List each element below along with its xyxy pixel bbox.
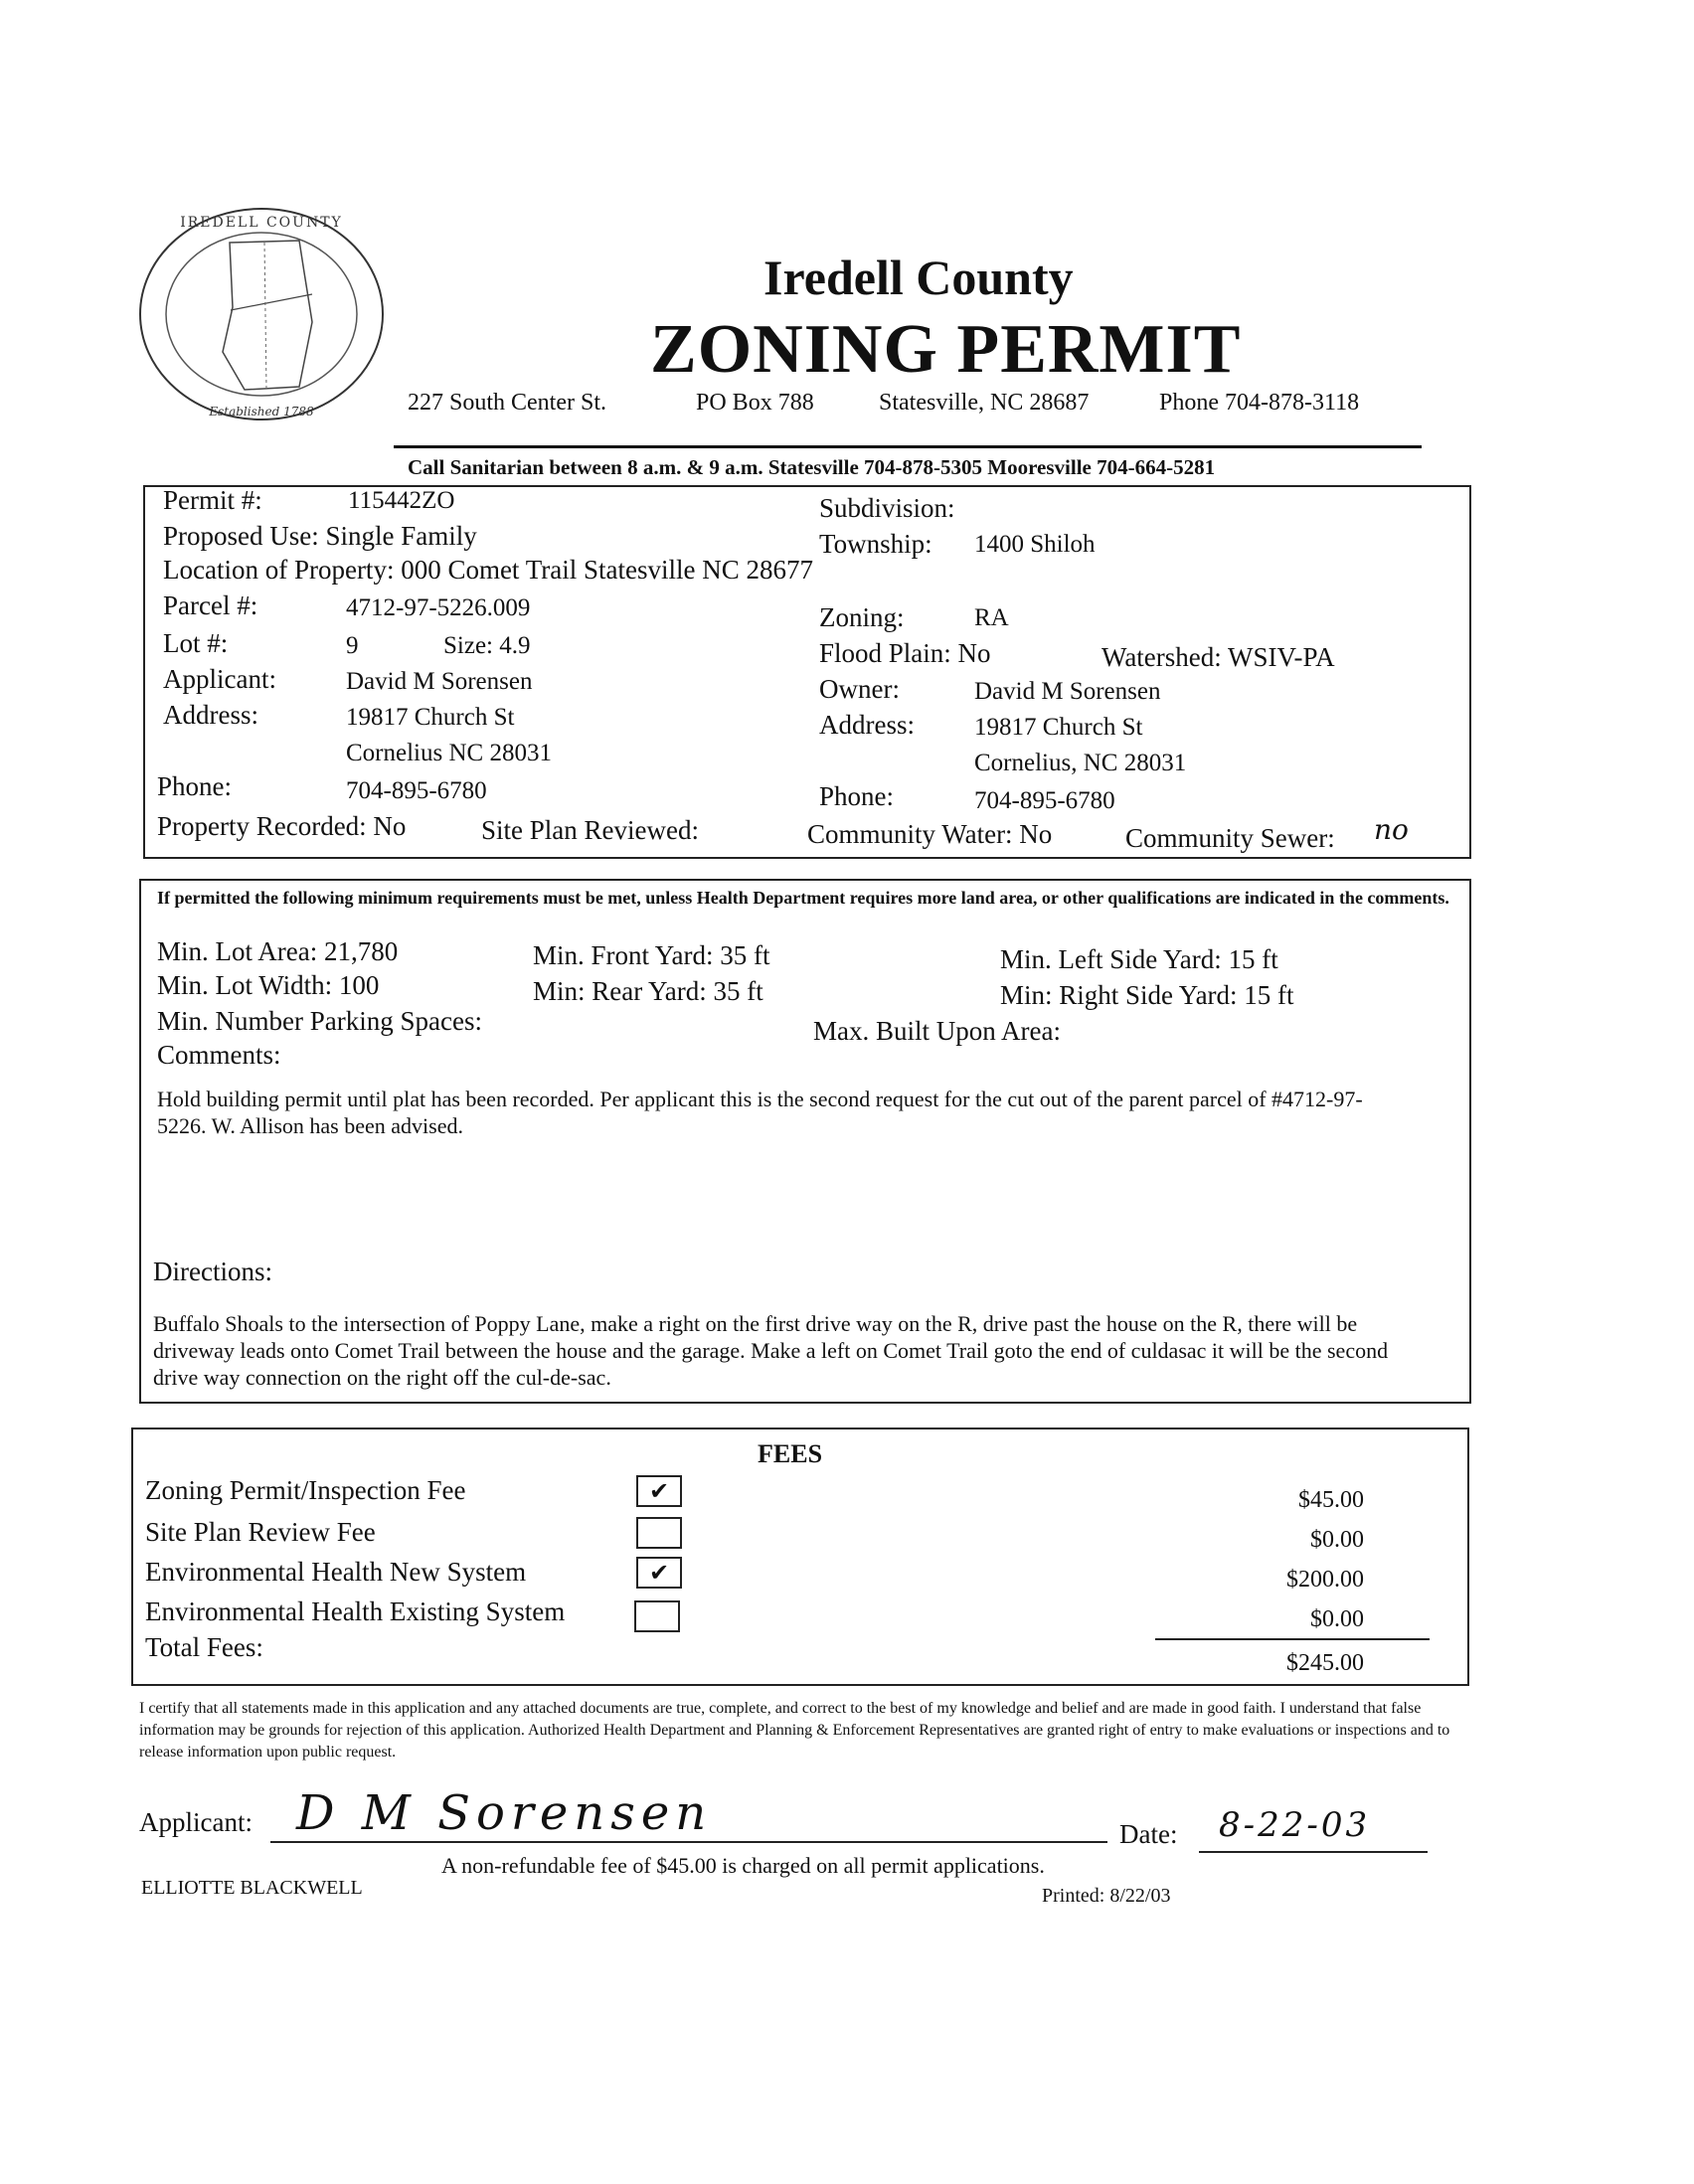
- requirements-note: If permitted the following minimum requirements must be met, unless Health Department requires more land area, or other qualifications are indicated in the comments.: [157, 888, 1449, 908]
- comments-text: Hold building permit until plat has been recorded. Per applicant this is the second request for the cut out of the parent parcel of #4712-97-5226. W. Allison has been advised.: [157, 1087, 1363, 1138]
- owner-address-label: Address:: [819, 710, 915, 740]
- community-water: Community Water: No: [807, 819, 1053, 849]
- community-sewer: Community Sewer:: [1125, 823, 1335, 853]
- watershed: Watershed: WSIV-PA: [1101, 642, 1335, 672]
- total-fees-label: Total Fees:: [145, 1632, 263, 1662]
- site-plan-reviewed: Site Plan Reviewed:: [481, 815, 699, 845]
- parcel-label: Parcel #:: [163, 590, 258, 620]
- date-line: [1199, 1851, 1428, 1853]
- fee-env-existing-checkbox[interactable]: [634, 1600, 680, 1632]
- applicant-phone: 704-895-6780: [346, 777, 487, 804]
- applicant-name: David M Sorensen: [346, 668, 533, 695]
- city-state-zip: Statesville, NC 28687: [879, 390, 1090, 416]
- lot-value: 9: [346, 632, 359, 659]
- applicant-address-line2: Cornelius NC 28031: [346, 740, 552, 766]
- fee-env-existing-label: Environmental Health Existing System: [145, 1596, 566, 1626]
- fee-site-plan-amount: $0.00: [1310, 1527, 1364, 1553]
- fee-env-existing-amount: $0.00: [1310, 1606, 1364, 1632]
- header-divider: [394, 445, 1422, 448]
- owner-phone-label: Phone:: [819, 781, 895, 811]
- comments-label: Comments:: [157, 1040, 281, 1070]
- min-left-side-yard: Min. Left Side Yard: 15 ft: [1000, 944, 1278, 974]
- seal-text-top: IREDELL COUNTY: [180, 215, 343, 231]
- proposed-use: Proposed Use: Single Family: [163, 521, 477, 551]
- fee-zoning-permit-label: Zoning Permit/Inspection Fee: [145, 1475, 466, 1505]
- printed-date: Printed: 8/22/03: [1042, 1885, 1171, 1907]
- fee-zoning-permit-checkbox[interactable]: ✔: [636, 1475, 682, 1507]
- total-divider: [1155, 1638, 1430, 1640]
- date-label: Date:: [1119, 1819, 1178, 1849]
- min-right-side-yard: Min: Right Side Yard: 15 ft: [1000, 980, 1294, 1010]
- sewer-handwritten: no: [1374, 813, 1409, 846]
- permit-number-value: 115442ZO: [348, 487, 455, 514]
- property-location: Location of Property: 000 Comet Trail Statesville NC 28677: [163, 555, 813, 585]
- owner-address-line2: Cornelius, NC 28031: [974, 750, 1187, 776]
- fee-zoning-permit-amount: $45.00: [1298, 1487, 1364, 1513]
- zoning-label: Zoning:: [819, 602, 905, 632]
- owner-label: Owner:: [819, 674, 900, 704]
- fee-env-new-label: Environmental Health New System: [145, 1557, 527, 1587]
- property-recorded: Property Recorded: No: [157, 811, 407, 841]
- applicant-signature-label: Applicant:: [139, 1807, 253, 1837]
- applicant-address-label: Address:: [163, 700, 258, 730]
- lot-size: Size: 4.9: [443, 632, 531, 659]
- min-front-yard: Min. Front Yard: 35 ft: [533, 940, 770, 970]
- max-built-upon-area: Max. Built Upon Area:: [813, 1016, 1061, 1046]
- applicant-phone-label: Phone:: [157, 771, 233, 801]
- applicant-address-line1: 19817 Church St: [346, 704, 515, 731]
- fees-title: FEES: [758, 1439, 823, 1468]
- min-lot-width: Min. Lot Width: 100: [157, 970, 380, 1000]
- township-label: Township:: [819, 529, 932, 559]
- fee-site-plan-checkbox[interactable]: [636, 1517, 682, 1549]
- county-seal-icon: [135, 203, 388, 425]
- owner-name: David M Sorensen: [974, 678, 1161, 705]
- owner-address-line1: 19817 Church St: [974, 714, 1143, 741]
- county-name: Iredell County: [763, 250, 1074, 305]
- subdivision-label: Subdivision:: [819, 493, 955, 523]
- clerk-name: ELLIOTTE BLACKWELL: [141, 1877, 363, 1899]
- signature-line: [270, 1841, 1107, 1843]
- office-phone: Phone 704-878-3118: [1159, 390, 1360, 416]
- applicant-label: Applicant:: [163, 664, 276, 694]
- fee-env-new-amount: $200.00: [1286, 1567, 1364, 1593]
- min-rear-yard: Min: Rear Yard: 35 ft: [533, 976, 763, 1006]
- seal-text-bottom: Established 1788: [209, 405, 314, 419]
- min-parking-spaces: Min. Number Parking Spaces:: [157, 1006, 482, 1036]
- po-box: PO Box 788: [696, 390, 814, 416]
- date-handwritten: 8-22-03: [1219, 1805, 1371, 1845]
- permit-number-label: Permit #:: [163, 485, 262, 515]
- total-fees-amount: $245.00: [1286, 1650, 1364, 1676]
- min-lot-area: Min. Lot Area: 21,780: [157, 936, 399, 966]
- non-refundable-fee-note: A non-refundable fee of $45.00 is charged on all permit applications.: [441, 1853, 1045, 1878]
- township-value: 1400 Shiloh: [974, 531, 1096, 558]
- lot-label: Lot #:: [163, 628, 229, 658]
- certification-statement: I certify that all statements made in this application and any attached documents are true, complete, and correct to the best of my knowledge and belief and are made in good faith. I understand that false information may be grounds for rejection of this application. Authorized Health Department and Planning & Enforcement Representatives are granted right of entry to make evaluations or inspections and to release information upon public request.: [139, 1700, 1450, 1761]
- flood-plain: Flood Plain: No: [819, 638, 991, 668]
- sanitarian-call-note: Call Sanitarian between 8 a.m. & 9 a.m. Statesville 704-878-5305 Mooresville 704-664-5281: [408, 455, 1216, 479]
- fee-site-plan-label: Site Plan Review Fee: [145, 1517, 376, 1547]
- page-title: ZONING PERMIT: [650, 311, 1242, 388]
- directions-text: Buffalo Shoals to the intersection of Poppy Lane, make a right on the first drive way on the R, drive past the house on the R, there will be driveway leads onto Comet Trail between the house and the garage. Make a left on Comet Trail goto the end of culdasac it will be the second drive way connection on the right off the cul-de-sac.: [153, 1311, 1389, 1390]
- fee-env-new-checkbox[interactable]: ✔: [636, 1557, 682, 1589]
- parcel-value: 4712-97-5226.009: [346, 594, 531, 621]
- directions-label: Directions:: [153, 1257, 272, 1286]
- owner-phone: 704-895-6780: [974, 787, 1115, 814]
- zoning-value: RA: [974, 604, 1009, 631]
- street-address: 227 South Center St.: [408, 390, 607, 416]
- applicant-signature: D M Sorensen: [296, 1785, 713, 1841]
